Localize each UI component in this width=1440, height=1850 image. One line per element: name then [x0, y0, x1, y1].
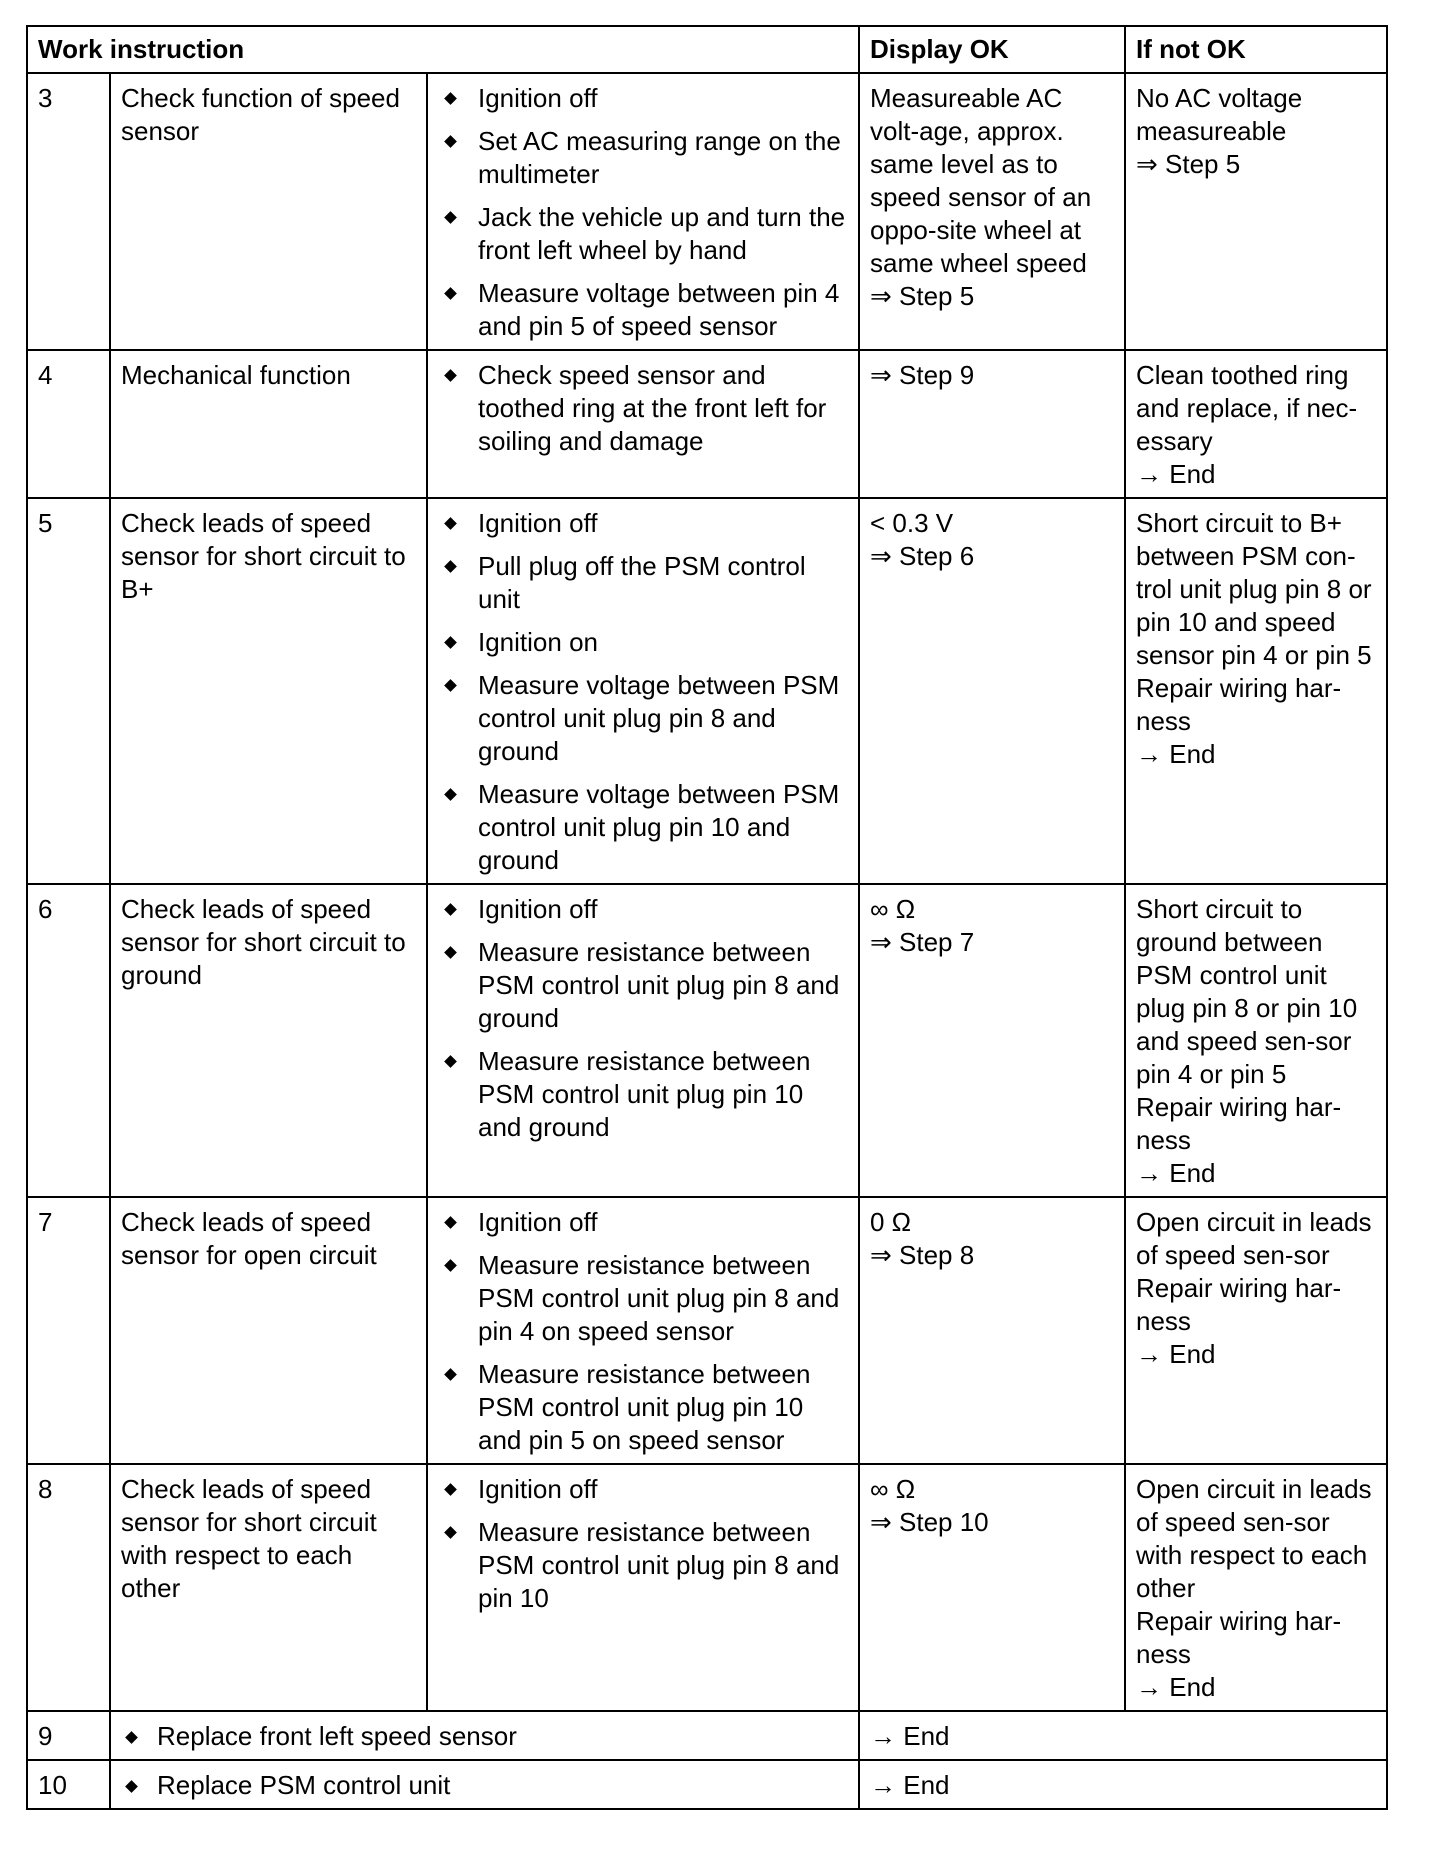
- display-ok-line: ∞ Ω: [870, 894, 916, 924]
- if-not-ok-cell: [1125, 73, 1387, 350]
- if-not-ok-cell: [1125, 1464, 1387, 1711]
- if-not-ok-line: Repair wiring har-ness: [1136, 1606, 1342, 1669]
- if-not-ok-cell: [1125, 350, 1387, 498]
- step-number: 10: [27, 1760, 110, 1809]
- step-action-cell: [110, 1760, 859, 1809]
- action-item: Measure resistance between PSM control unit plug pin 8 and pin 4 on speed sensor: [438, 1249, 848, 1348]
- step-title: Check leads of speed sensor for short circuit to ground: [110, 884, 427, 1197]
- action-list: [438, 359, 848, 458]
- if-not-ok-line: Open circuit in leads of speed sen-sor with respect to each other: [1136, 1474, 1372, 1603]
- if-not-ok-line: → End: [1136, 1158, 1216, 1188]
- table-row: [27, 498, 1387, 884]
- if-not-ok-line: Repair wiring har-ness: [1136, 1092, 1342, 1155]
- step-actions: [427, 884, 859, 1197]
- display-ok-cell: [859, 498, 1125, 884]
- if-not-ok-line: → End: [1136, 1672, 1216, 1702]
- action-item: Set AC measuring range on the multimeter: [438, 125, 848, 191]
- table-row: [27, 1760, 1387, 1809]
- display-ok-line: ⇒ Step 6: [870, 541, 975, 571]
- if-not-ok-cell: [1125, 1197, 1387, 1464]
- display-ok-line: ⇒ Step 5: [870, 281, 975, 311]
- action-item: Measure resistance between PSM control unit plug pin 8 and pin 10: [438, 1516, 848, 1615]
- action-item: Jack the vehicle up and turn the front left wheel by hand: [438, 201, 848, 267]
- action-item: Measure voltage between PSM control unit plug pin 8 and ground: [438, 669, 848, 768]
- display-ok-line: < 0.3 V: [870, 508, 954, 538]
- display-ok-line: ⇒ Step 10: [870, 1507, 989, 1537]
- display-ok-line: 0 Ω: [870, 1207, 912, 1237]
- action-item: Ignition off: [438, 1206, 848, 1239]
- action-item: Measure voltage between pin 4 and pin 5 of speed sensor: [438, 277, 848, 343]
- table-row: [27, 350, 1387, 498]
- if-not-ok-line: → End: [1136, 1339, 1216, 1369]
- step-number: 8: [27, 1464, 110, 1711]
- table-body: [27, 73, 1387, 1809]
- if-not-ok-line: No AC voltage measureable: [1136, 83, 1303, 146]
- action-item: Ignition on: [438, 626, 848, 659]
- if-not-ok-cell: [1125, 498, 1387, 884]
- display-ok-cell: [859, 1197, 1125, 1464]
- if-not-ok-line: Repair wiring har-ness: [1136, 673, 1342, 736]
- action-item: Replace PSM control unit: [121, 1770, 450, 1800]
- display-ok-cell: [859, 350, 1125, 498]
- if-not-ok-line: Repair wiring har-ness: [1136, 1273, 1342, 1336]
- table-row: [27, 884, 1387, 1197]
- action-item: Measure resistance between PSM control unit plug pin 10 and ground: [438, 1045, 848, 1144]
- step-number: 5: [27, 498, 110, 884]
- step-actions: [427, 1197, 859, 1464]
- if-not-ok-line: Clean toothed ring and replace, if nec-essary: [1136, 360, 1358, 456]
- action-item: Measure resistance between PSM control unit plug pin 8 and ground: [438, 936, 848, 1035]
- if-not-ok-line: Short circuit to ground between PSM control unit plug pin 8 or pin 10 and speed sen-sor pin 4 or pin 5: [1136, 894, 1358, 1089]
- table-header-row: [27, 26, 1387, 73]
- step-title: Check function of speed sensor: [110, 73, 427, 350]
- action-list: [438, 893, 848, 1144]
- display-ok-line: Measureable AC volt-age, approx. same level as to speed sensor of an oppo-site wheel at same wheel speed: [870, 83, 1092, 278]
- display-ok-line: ⇒ Step 9: [870, 360, 975, 390]
- display-ok-cell: [859, 1464, 1125, 1711]
- action-item: Ignition off: [438, 1473, 848, 1506]
- step-number: 7: [27, 1197, 110, 1464]
- if-not-ok-line: ⇒ Step 5: [1136, 149, 1241, 179]
- table-row: [27, 1464, 1387, 1711]
- step-number: 3: [27, 73, 110, 350]
- display-ok-line: ∞ Ω: [870, 1474, 916, 1504]
- result-cell: → End: [859, 1711, 1387, 1760]
- result-cell: → End: [859, 1760, 1387, 1809]
- table-row: [27, 73, 1387, 350]
- table-row: [27, 1711, 1387, 1760]
- action-list: [438, 1206, 848, 1457]
- action-item: Measure resistance between PSM control unit plug pin 10 and pin 5 on speed sensor: [438, 1358, 848, 1457]
- work-instruction-sheet: [26, 25, 1386, 1810]
- header-display-ok: Display OK: [859, 26, 1125, 73]
- action-item: Ignition off: [438, 507, 848, 540]
- step-actions: [427, 73, 859, 350]
- action-item: Measure voltage between PSM control unit plug pin 10 and ground: [438, 778, 848, 877]
- step-number: 4: [27, 350, 110, 498]
- step-title: Check leads of speed sensor for open circuit: [110, 1197, 427, 1464]
- work-instruction-table: [26, 25, 1388, 1810]
- if-not-ok-line: Short circuit to B+ between PSM con-trol unit plug pin 8 or pin 10 and speed sensor pin 4 or pin 5: [1136, 508, 1372, 670]
- step-number: 9: [27, 1711, 110, 1760]
- display-ok-cell: [859, 884, 1125, 1197]
- action-list: [438, 507, 848, 877]
- header-work-instruction: Work instruction: [27, 26, 859, 73]
- header-if-not-ok: If not OK: [1125, 26, 1387, 73]
- step-actions: [427, 498, 859, 884]
- display-ok-line: ⇒ Step 8: [870, 1240, 975, 1270]
- if-not-ok-cell: [1125, 884, 1387, 1197]
- action-item: Replace front left speed sensor: [121, 1721, 517, 1751]
- action-list: [438, 82, 848, 343]
- action-item: Ignition off: [438, 82, 848, 115]
- if-not-ok-line: → End: [1136, 459, 1216, 489]
- action-item: Pull plug off the PSM control unit: [438, 550, 848, 616]
- step-actions: [427, 350, 859, 498]
- action-item: Check speed sensor and toothed ring at the front left for soiling and damage: [438, 359, 848, 458]
- step-title: Mechanical function: [110, 350, 427, 498]
- step-title: Check leads of speed sensor for short circuit with respect to each other: [110, 1464, 427, 1711]
- display-ok-cell: [859, 73, 1125, 350]
- if-not-ok-line: → End: [1136, 739, 1216, 769]
- step-title: Check leads of speed sensor for short circuit to B+: [110, 498, 427, 884]
- step-number: 6: [27, 884, 110, 1197]
- display-ok-line: ⇒ Step 7: [870, 927, 975, 957]
- step-action-cell: [110, 1711, 859, 1760]
- action-list: [438, 1473, 848, 1615]
- table-row: [27, 1197, 1387, 1464]
- action-item: Ignition off: [438, 893, 848, 926]
- if-not-ok-line: Open circuit in leads of speed sen-sor: [1136, 1207, 1372, 1270]
- step-actions: [427, 1464, 859, 1711]
